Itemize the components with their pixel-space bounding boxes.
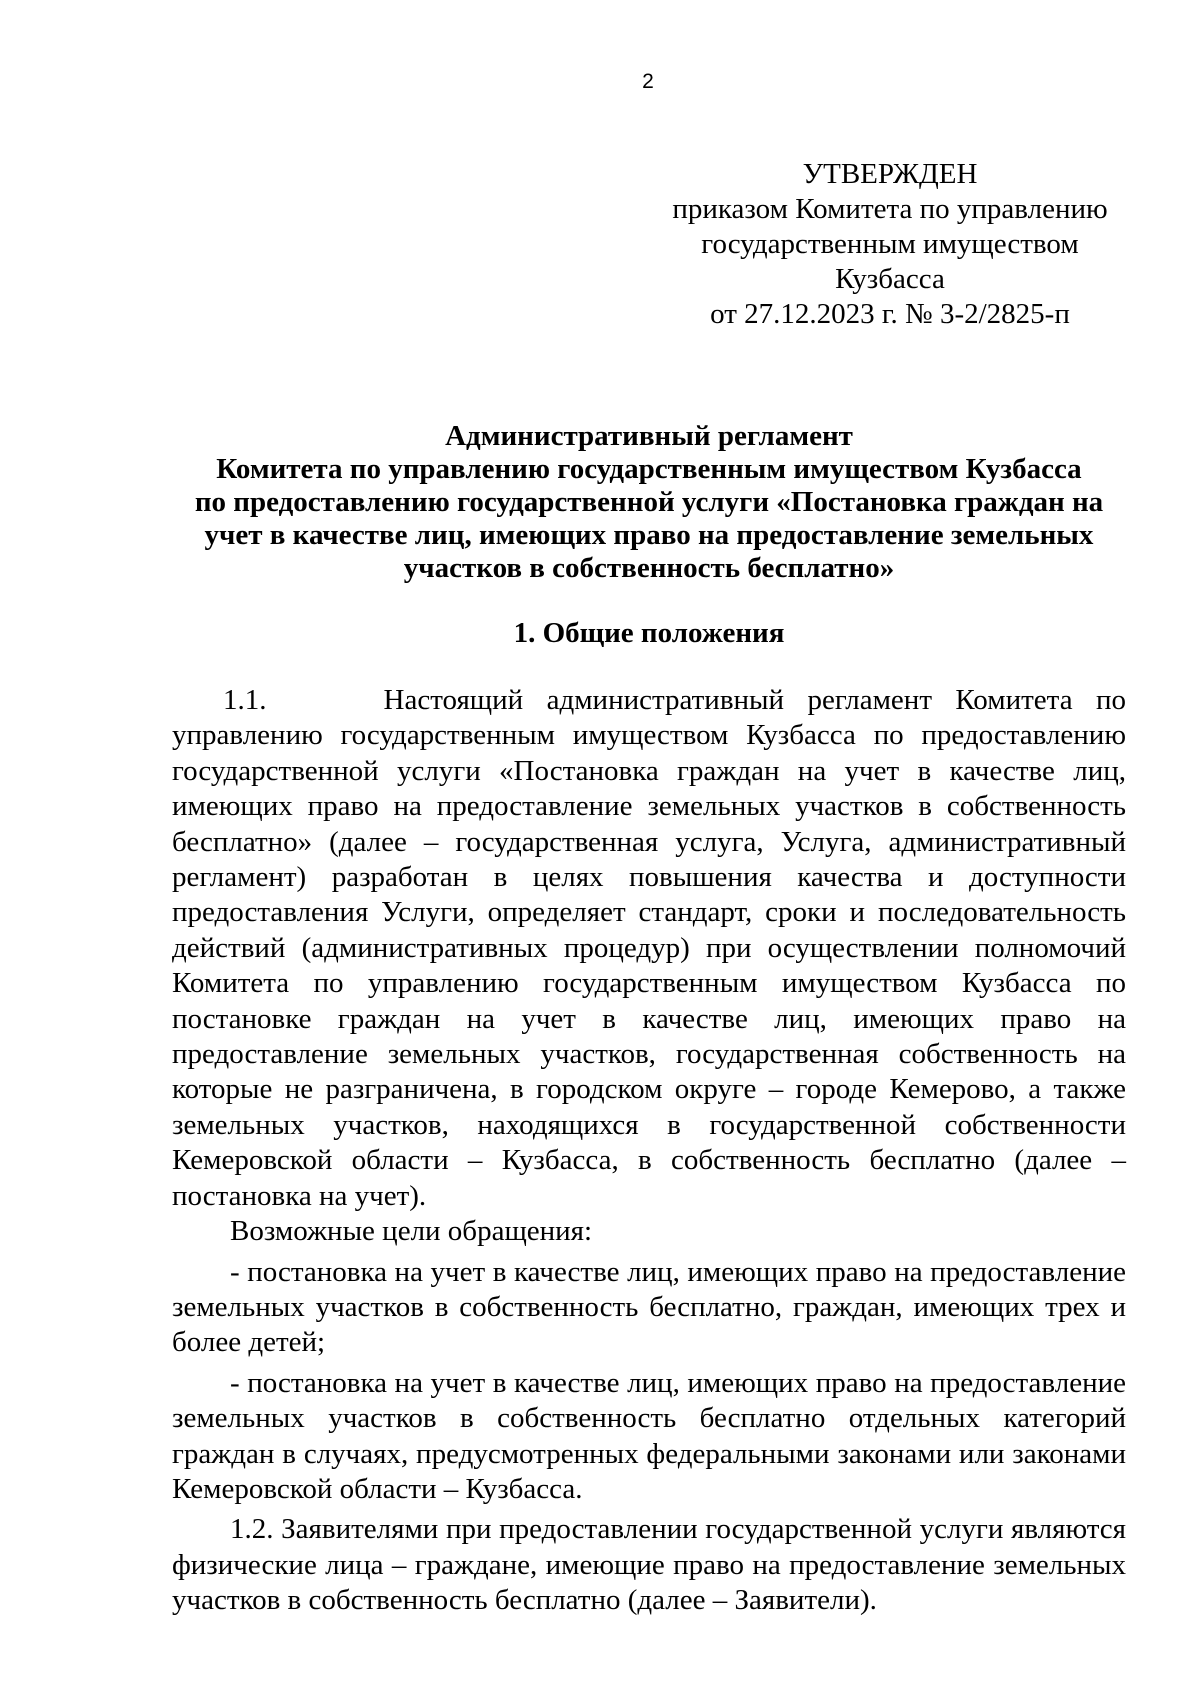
approval-heading: УТВЕРЖДЕН (802, 158, 978, 190)
paragraph-number: 1.1. (223, 684, 267, 716)
approval-date-number: от 27.12.2023 г. № 3-2/2825-п (710, 298, 1070, 330)
title-line: Административный регламент (445, 420, 853, 452)
title-line: участков в собственность бесплатно» (403, 552, 895, 584)
title-line: Комитета по управлению государственным имуществом Кузбасса (216, 453, 1082, 485)
paragraph-goal-2: - постановка на учет в качестве лиц, имеющих право на предоставление земельных участков в собственность бесплатно отдельных категорий граждан в случаях, предусмотренных федеральными законами или законами Кемеровской области – Кузбасса. (172, 1366, 1126, 1505)
document-body (172, 683, 1126, 1619)
paragraph-1-2: 1.2. Заявителями при предоставлении государственной услуги являются физические лица – граждане, имеющие право на предоставление земельных участков в собственность бесплатно (далее – Заявители). (172, 1513, 1126, 1617)
approval-line: приказом Комитета по управлению (672, 193, 1108, 225)
paragraph-goals-intro: Возможные цели обращения: (230, 1215, 593, 1248)
title-line: учет в качестве лиц, имеющих право на предоставление земельных (204, 519, 1094, 551)
title-line: по предоставлению государственной услуги «Постановка граждан на (194, 486, 1104, 518)
section-heading: 1. Общие положения (513, 617, 785, 649)
page-number: 2 (642, 70, 654, 93)
paragraph-1-1 (172, 683, 1126, 1214)
approval-line: государственным имуществом (701, 228, 1079, 260)
approval-stamp-block (670, 157, 1110, 332)
paragraph-text: Настоящий административный регламент Комитета по управлению государственным имуществом Кузбасса по предоставлению государственной услуги «Постановка граждан на учет в качестве лиц, имеющих право на предоставление земельных участков в собственность бесплатно» (далее – государственная услуга, Услуга, административный регламент) разработан в целях повышения качества и доступности предоставления Услуги, определяет стандарт, сроки и последовательность действий (административных процедур) при осуществлении полномочий Комитета по управлению государственным имуществом Кузбасса по постановке граждан на учет в качестве лиц, имеющих право на предоставление земельных участков, государственная собственность на которые не разграничена, в городском округе – городе Кемерово, а также земельных участков, находящихся в государственной собственности Кемеровской области – Кузбасса, в собственность бесплатно (далее – постановка на учет). (172, 684, 1126, 1212)
approval-line: Кузбасса (835, 263, 945, 295)
document-title (172, 420, 1126, 585)
paragraph-goal-1: - постановка на учет в качестве лиц, имеющих право на предоставление земельных участков в собственность бесплатно, граждан, имеющих трех и более детей; (172, 1255, 1126, 1359)
